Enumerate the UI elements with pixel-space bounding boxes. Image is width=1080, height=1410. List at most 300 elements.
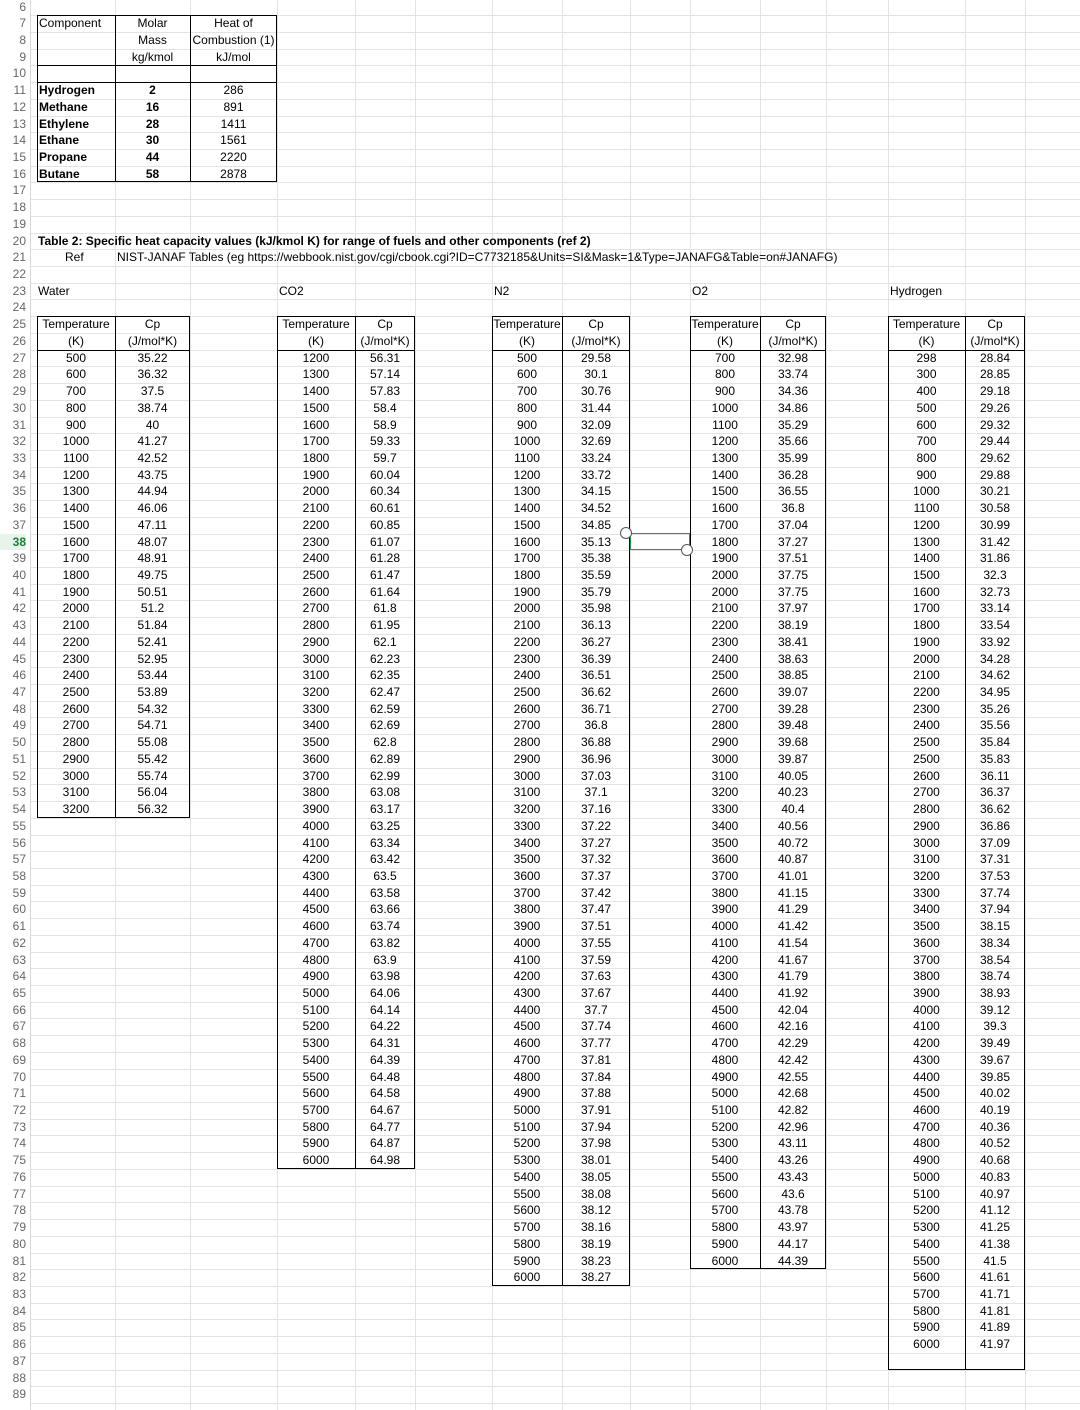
heat-of-combustion-cell[interactable]: 1411 [220,116,247,131]
cp-table-header-cell[interactable]: (K) [918,333,935,348]
cp-value-cell[interactable]: 34.62 [979,668,1011,683]
row-number[interactable]: 18 [12,200,26,215]
temperature-cell[interactable]: 2000 [711,567,739,582]
cp-value-cell[interactable]: 29.18 [979,384,1011,399]
temperature-cell[interactable]: 1800 [711,534,739,549]
temperature-cell[interactable]: 4500 [913,1086,940,1101]
temperature-cell[interactable]: 4500 [513,1019,541,1034]
temperature-cell[interactable]: 1700 [62,551,90,566]
temperature-cell[interactable]: 1400 [913,551,940,566]
cp-table-title-co2[interactable]: CO2 [279,283,304,298]
temperature-cell[interactable]: 1300 [513,484,541,499]
temperature-cell[interactable]: 700 [65,384,87,399]
temperature-cell[interactable]: 2600 [711,685,739,700]
row-number[interactable]: 37 [12,517,26,532]
temperature-cell[interactable]: 1000 [913,484,940,499]
temperature-cell[interactable]: 1800 [913,618,940,633]
temperature-cell[interactable]: 4200 [913,1036,940,1051]
cp-value-cell[interactable]: 41.42 [777,919,809,934]
heat-of-combustion-cell[interactable]: 2878 [220,166,247,181]
row-number[interactable]: 13 [12,116,26,131]
row-number[interactable]: 19 [12,216,26,231]
temperature-cell[interactable]: 4300 [711,969,739,984]
cp-value-cell[interactable]: 39.49 [979,1036,1011,1051]
cp-value-cell[interactable]: 33.92 [979,634,1011,649]
cp-table-title-hydrogen[interactable]: Hydrogen [890,283,943,298]
cp-value-cell[interactable]: 64.48 [369,1069,401,1084]
temperature-cell[interactable]: 5600 [513,1203,541,1218]
cp-value-cell[interactable]: 41.5 [983,1253,1007,1268]
cp-table-header-cell[interactable]: Temperature [691,317,759,332]
cp-table-title-water[interactable]: Water [38,283,70,298]
cp-value-cell[interactable]: 38.74 [979,969,1011,984]
temperature-cell[interactable]: 3700 [302,768,330,783]
row-number[interactable]: 89 [12,1387,26,1402]
row-number[interactable]: 65 [12,985,26,1000]
temperature-cell[interactable]: 2200 [711,618,739,633]
row-number[interactable]: 66 [12,1002,26,1017]
cp-value-cell[interactable]: 62.47 [369,685,401,700]
temperature-cell[interactable]: 3100 [913,852,940,867]
temperature-cell[interactable]: 2600 [913,768,940,783]
temperature-cell[interactable]: 4700 [302,935,330,950]
component-name-cell[interactable]: Ethylene [39,116,90,131]
temperature-cell[interactable]: 4700 [913,1119,940,1134]
temperature-cell[interactable]: 5700 [913,1286,940,1301]
cp-value-cell[interactable]: 52.95 [137,651,168,666]
cp-value-cell[interactable]: 37.1 [584,785,608,800]
temperature-cell[interactable]: 5500 [302,1069,330,1084]
temperature-cell[interactable]: 5500 [513,1186,541,1201]
temperature-cell[interactable]: 3600 [513,868,541,883]
temperature-cell[interactable]: 2000 [302,484,330,499]
row-number[interactable]: 74 [12,1136,26,1151]
cp-value-cell[interactable]: 35.59 [580,567,612,582]
cp-value-cell[interactable]: 63.34 [369,835,401,850]
cp-value-cell[interactable]: 40.23 [777,785,809,800]
cp-value-cell[interactable]: 35.56 [979,718,1011,733]
temperature-cell[interactable]: 800 [65,400,87,415]
cp-table-header-cell[interactable]: (J/mol*K) [360,333,410,348]
temperature-cell[interactable]: 5800 [913,1303,940,1318]
row-number[interactable]: 12 [12,99,26,114]
cp-value-cell[interactable]: 37.55 [580,935,612,950]
temperature-cell[interactable]: 5100 [513,1119,541,1134]
cp-value-cell[interactable]: 62.23 [369,651,401,666]
cp-value-cell[interactable]: 63.5 [373,868,397,883]
row-number[interactable]: 40 [12,567,26,582]
cp-value-cell[interactable]: 43.78 [777,1203,809,1218]
temperature-cell[interactable]: 700 [516,384,538,399]
cp-value-cell[interactable]: 35.38 [580,551,612,566]
temperature-cell[interactable]: 4200 [302,852,330,867]
temperature-cell[interactable]: 3300 [302,701,330,716]
temperature-cell[interactable]: 3500 [913,919,940,934]
cp-value-cell[interactable]: 42.52 [137,450,168,465]
row-number[interactable]: 79 [12,1220,26,1235]
cp-value-cell[interactable]: 64.31 [369,1036,401,1051]
row-number[interactable]: 15 [12,149,26,164]
cp-value-cell[interactable]: 35.98 [580,601,612,616]
cp-value-cell[interactable]: 35.13 [580,534,612,549]
temperature-cell[interactable]: 3900 [513,919,541,934]
row-number[interactable]: 45 [12,651,26,666]
temperature-cell[interactable]: 5900 [913,1320,940,1335]
cp-value-cell[interactable]: 42.82 [777,1103,809,1118]
temperature-cell[interactable]: 4700 [711,1036,739,1051]
cp-value-cell[interactable]: 40.97 [979,1186,1011,1201]
cp-value-cell[interactable]: 40 [145,417,160,432]
temperature-cell[interactable]: 900 [65,417,87,432]
temperature-cell[interactable]: 6000 [302,1153,330,1168]
cp-value-cell[interactable]: 36.28 [777,467,809,482]
cp-value-cell[interactable]: 41.15 [777,885,809,900]
cp-value-cell[interactable]: 34.95 [979,685,1011,700]
row-number[interactable]: 32 [12,434,26,449]
temperature-cell[interactable]: 4300 [513,985,541,1000]
cp-value-cell[interactable]: 64.06 [369,985,401,1000]
temperature-cell[interactable]: 3000 [913,835,940,850]
cp-value-cell[interactable]: 34.85 [580,517,612,532]
cp-value-cell[interactable]: 41.67 [777,952,809,967]
temperature-cell[interactable]: 4100 [302,835,330,850]
cp-value-cell[interactable]: 39.68 [777,735,809,750]
cp-table-header-cell[interactable]: (K) [68,333,84,348]
temperature-cell[interactable]: 5300 [711,1136,739,1151]
cp-value-cell[interactable]: 37.7 [584,1002,608,1017]
temperature-cell[interactable]: 1400 [302,384,330,399]
cp-value-cell[interactable]: 42.42 [777,1052,809,1067]
temperature-cell[interactable]: 3100 [513,785,541,800]
temperature-cell[interactable]: 4400 [302,885,330,900]
cp-table-header-cell[interactable]: Temperature [282,317,350,332]
cp-value-cell[interactable]: 37.27 [777,534,809,549]
cp-value-cell[interactable]: 39.3 [983,1019,1007,1034]
temperature-cell[interactable]: 1900 [62,584,90,599]
cp-value-cell[interactable]: 33.54 [979,618,1011,633]
row-number[interactable]: 76 [12,1169,26,1184]
temperature-cell[interactable]: 1300 [62,484,90,499]
temperature-cell[interactable]: 2300 [302,534,330,549]
cp-value-cell[interactable]: 37.04 [777,517,809,532]
temperature-cell[interactable]: 2600 [62,701,90,716]
cp-value-cell[interactable]: 37.98 [580,1136,612,1151]
cp-value-cell[interactable]: 38.05 [580,1169,612,1184]
temperature-cell[interactable]: 5400 [913,1236,940,1251]
row-number[interactable]: 71 [12,1086,26,1101]
row-number[interactable]: 35 [12,484,26,499]
cp-value-cell[interactable]: 29.58 [580,350,612,365]
cp-value-cell[interactable]: 37.59 [580,952,612,967]
cp-value-cell[interactable]: 38.16 [580,1220,612,1235]
temperature-cell[interactable]: 5500 [913,1253,940,1268]
temperature-cell[interactable]: 2000 [913,651,940,666]
cp-value-cell[interactable]: 31.86 [979,551,1011,566]
molar-mass-cell[interactable]: 2 [149,83,156,98]
cp-value-cell[interactable]: 30.99 [979,517,1011,532]
row-number[interactable]: 73 [12,1119,26,1134]
temperature-cell[interactable]: 900 [516,417,538,432]
cp-value-cell[interactable]: 61.28 [369,551,401,566]
temperature-cell[interactable]: 2100 [913,668,940,683]
heat-of-combustion-cell[interactable]: 286 [223,83,244,98]
cp-value-cell[interactable]: 37.81 [580,1052,612,1067]
temperature-cell[interactable]: 3000 [711,751,739,766]
temperature-cell[interactable]: 1200 [711,434,739,449]
cp-value-cell[interactable]: 32.3 [983,567,1007,582]
row-number[interactable]: 59 [12,885,26,900]
temperature-cell[interactable]: 2000 [62,601,90,616]
row-number[interactable]: 83 [12,1286,26,1301]
temperature-cell[interactable]: 600 [65,367,87,382]
row-number[interactable]: 63 [12,952,26,967]
temperature-cell[interactable]: 5800 [513,1236,541,1251]
cp-value-cell[interactable]: 43.43 [777,1169,809,1184]
cp-value-cell[interactable]: 41.29 [777,902,809,917]
cp-value-cell[interactable]: 40.36 [979,1119,1011,1134]
cp-value-cell[interactable]: 61.95 [369,618,401,633]
temperature-cell[interactable]: 1300 [302,367,330,382]
components-header-cell[interactable]: Combustion (1) [192,32,275,47]
temperature-cell[interactable]: 1700 [302,434,330,449]
cp-value-cell[interactable]: 38.34 [979,935,1011,950]
temperature-cell[interactable]: 3300 [513,818,541,833]
cp-value-cell[interactable]: 38.19 [580,1236,612,1251]
cp-table-header-cell[interactable]: (J/mol*K) [127,333,178,348]
temperature-cell[interactable]: 5100 [302,1002,330,1017]
temperature-cell[interactable]: 2000 [711,584,739,599]
cp-value-cell[interactable]: 31.44 [580,400,612,415]
cp-value-cell[interactable]: 37.94 [979,902,1011,917]
table2-title[interactable]: Table 2: Specific heat capacity values (kJ/kmol K) for range of fuels and other components (ref 2) [38,233,591,248]
row-number[interactable]: 57 [12,852,26,867]
temperature-cell[interactable]: 3200 [913,868,940,883]
components-header-cell[interactable]: kg/kmol [131,49,174,64]
cp-value-cell[interactable]: 36.55 [777,484,809,499]
cp-value-cell[interactable]: 57.14 [369,367,401,382]
cp-value-cell[interactable]: 59.7 [373,450,397,465]
row-number[interactable]: 62 [12,935,26,950]
cp-value-cell[interactable]: 37.91 [580,1103,612,1118]
cp-value-cell[interactable]: 35.84 [979,735,1011,750]
cp-value-cell[interactable]: 33.72 [580,467,612,482]
temperature-cell[interactable]: 3700 [913,952,940,967]
cp-value-cell[interactable]: 53.44 [137,668,168,683]
temperature-cell[interactable]: 5900 [513,1253,541,1268]
cp-value-cell[interactable]: 36.37 [979,785,1011,800]
cp-value-cell[interactable]: 37.53 [979,868,1011,883]
cp-table-header-cell[interactable]: (J/mol*K) [768,333,818,348]
component-name-cell[interactable]: Hydrogen [39,83,96,98]
row-number[interactable]: 20 [12,233,26,248]
temperature-cell[interactable]: 1500 [513,517,541,532]
temperature-cell[interactable]: 4100 [513,952,541,967]
cp-value-cell[interactable]: 36.51 [580,668,612,683]
cp-value-cell[interactable]: 40.72 [777,835,809,850]
cp-value-cell[interactable]: 37.75 [777,567,809,582]
cp-value-cell[interactable]: 37.27 [580,835,612,850]
cp-value-cell[interactable]: 63.42 [369,852,401,867]
cp-value-cell[interactable]: 38.63 [777,651,809,666]
temperature-cell[interactable]: 2100 [513,618,541,633]
row-number[interactable]: 75 [12,1153,26,1168]
temperature-cell[interactable]: 1600 [913,584,940,599]
cp-value-cell[interactable]: 36.11 [980,768,1010,783]
temperature-cell[interactable]: 2700 [913,785,940,800]
row-number[interactable]: 23 [12,283,26,298]
cp-value-cell[interactable]: 33.24 [580,450,612,465]
temperature-cell[interactable]: 2800 [513,735,541,750]
row-number[interactable]: 44 [12,634,26,649]
temperature-cell[interactable]: 5700 [302,1103,330,1118]
cp-value-cell[interactable]: 41.01 [777,868,809,883]
cp-value-cell[interactable]: 42.55 [777,1069,809,1084]
cp-value-cell[interactable]: 38.23 [580,1253,612,1268]
temperature-cell[interactable]: 5000 [302,985,330,1000]
cp-value-cell[interactable]: 37.09 [979,835,1011,850]
cp-value-cell[interactable]: 40.83 [979,1169,1011,1184]
cp-value-cell[interactable]: 29.44 [979,434,1011,449]
temperature-cell[interactable]: 1400 [62,501,90,516]
temperature-cell[interactable]: 500 [65,350,87,365]
components-header-cell[interactable]: Mass [138,32,167,47]
temperature-cell[interactable]: 4000 [913,1002,940,1017]
temperature-cell[interactable]: 3300 [913,885,940,900]
cp-value-cell[interactable]: 36.13 [580,618,612,633]
row-number[interactable]: 31 [12,417,26,432]
temperature-cell[interactable]: 2500 [711,668,739,683]
cp-value-cell[interactable]: 28.85 [979,367,1011,382]
cp-value-cell[interactable]: 34.36 [777,384,809,399]
cp-value-cell[interactable]: 35.66 [777,434,809,449]
cp-value-cell[interactable]: 62.89 [369,751,401,766]
temperature-cell[interactable]: 2700 [513,718,541,733]
temperature-cell[interactable]: 4000 [711,919,739,934]
cp-value-cell[interactable]: 63.74 [369,919,401,934]
temperature-cell[interactable]: 3400 [913,902,940,917]
cp-value-cell[interactable]: 38.01 [580,1153,612,1168]
temperature-cell[interactable]: 2500 [513,685,541,700]
temperature-cell[interactable]: 400 [916,384,937,399]
temperature-cell[interactable]: 2700 [711,701,739,716]
row-number[interactable]: 78 [12,1203,26,1218]
row-number[interactable]: 58 [12,868,26,883]
temperature-cell[interactable]: 4400 [513,1002,541,1017]
cp-value-cell[interactable]: 51.84 [137,618,168,633]
row-number[interactable]: 26 [12,333,26,348]
temperature-cell[interactable]: 5600 [711,1186,739,1201]
cp-value-cell[interactable]: 35.83 [979,751,1011,766]
row-number[interactable]: 85 [12,1320,26,1335]
cp-value-cell[interactable]: 38.85 [777,668,809,683]
cp-value-cell[interactable]: 30.58 [979,501,1011,516]
cp-value-cell[interactable]: 29.32 [979,417,1011,432]
temperature-cell[interactable]: 2500 [913,735,940,750]
temperature-cell[interactable]: 1600 [513,534,541,549]
cp-value-cell[interactable]: 40.52 [979,1136,1011,1151]
cp-value-cell[interactable]: 37.51 [777,551,809,566]
cp-value-cell[interactable]: 37.74 [580,1019,612,1034]
temperature-cell[interactable]: 2900 [513,751,541,766]
cp-value-cell[interactable]: 48.07 [137,534,168,549]
row-number[interactable]: 30 [12,400,26,415]
cp-table-header-cell[interactable]: Cp [987,317,1003,332]
row-number[interactable]: 33 [12,450,26,465]
cp-value-cell[interactable]: 44.94 [137,484,168,499]
cp-value-cell[interactable]: 51.2 [140,601,165,616]
cp-value-cell[interactable]: 41.27 [137,434,168,449]
cp-value-cell[interactable]: 50.51 [137,584,168,599]
cp-value-cell[interactable]: 55.42 [137,751,168,766]
temperature-cell[interactable]: 2500 [302,567,330,582]
ref-text[interactable]: NIST-JANAF Tables (eg https://webbook.nist.gov/cgi/cbook.cgi?ID=C7732185&Units=SI&Mask=1&Type=JANAFG&Table=on#JANAFG) [117,250,838,265]
cp-value-cell[interactable]: 37.84 [580,1069,612,1084]
cp-value-cell[interactable]: 58.4 [373,400,397,415]
temperature-cell[interactable]: 2600 [302,584,330,599]
components-header-cell[interactable]: Molar [137,16,168,31]
cp-value-cell[interactable]: 37.47 [580,902,612,917]
temperature-cell[interactable]: 5800 [302,1119,330,1134]
cp-value-cell[interactable]: 35.99 [777,450,809,465]
row-number[interactable]: 87 [12,1353,26,1368]
row-number[interactable]: 55 [12,818,26,833]
temperature-cell[interactable]: 2600 [513,701,541,716]
cp-value-cell[interactable]: 61.07 [369,534,401,549]
cp-value-cell[interactable]: 62.99 [369,768,401,783]
temperature-cell[interactable]: 3400 [302,718,330,733]
temperature-cell[interactable]: 4700 [513,1052,541,1067]
cp-table-header-cell[interactable]: Temperature [493,317,561,332]
cp-value-cell[interactable]: 37.22 [580,818,612,833]
cp-value-cell[interactable]: 34.52 [580,501,612,516]
cp-value-cell[interactable]: 61.8 [373,601,397,616]
cp-value-cell[interactable]: 37.97 [777,601,809,616]
molar-mass-cell[interactable]: 44 [145,149,160,164]
cp-value-cell[interactable]: 64.22 [369,1019,401,1034]
temperature-cell[interactable]: 900 [916,467,937,482]
temperature-cell[interactable]: 5800 [711,1220,739,1235]
temperature-cell[interactable]: 1300 [913,534,940,549]
cp-table-header-cell[interactable]: Cp [785,317,801,332]
temperature-cell[interactable]: 5300 [302,1036,330,1051]
cp-value-cell[interactable]: 60.61 [369,501,401,516]
temperature-cell[interactable]: 2400 [302,551,330,566]
temperature-cell[interactable]: 4300 [302,868,330,883]
temperature-cell[interactable]: 1100 [514,450,540,465]
cp-table-header-cell[interactable]: Cp [144,317,161,332]
cp-value-cell[interactable]: 37.37 [580,868,612,883]
temperature-cell[interactable]: 5000 [513,1103,541,1118]
row-number[interactable]: 28 [12,367,26,382]
row-number[interactable]: 72 [12,1103,26,1118]
cp-value-cell[interactable]: 34.86 [777,400,809,415]
temperature-cell[interactable]: 300 [916,367,937,382]
cp-value-cell[interactable]: 64.67 [369,1103,401,1118]
cp-value-cell[interactable]: 35.22 [137,350,168,365]
cp-value-cell[interactable]: 55.08 [137,735,168,750]
cp-value-cell[interactable]: 42.29 [777,1036,809,1051]
temperature-cell[interactable]: 5700 [513,1220,541,1235]
row-number[interactable]: 11 [13,83,26,98]
row-number[interactable]: 46 [12,668,26,683]
temperature-cell[interactable]: 2700 [302,601,330,616]
molar-mass-cell[interactable]: 58 [145,166,160,181]
cp-value-cell[interactable]: 37.75 [777,584,809,599]
temperature-cell[interactable]: 2500 [62,685,90,700]
cp-value-cell[interactable]: 39.85 [979,1069,1011,1084]
cp-value-cell[interactable]: 64.77 [369,1119,401,1134]
temperature-cell[interactable]: 1500 [913,567,940,582]
